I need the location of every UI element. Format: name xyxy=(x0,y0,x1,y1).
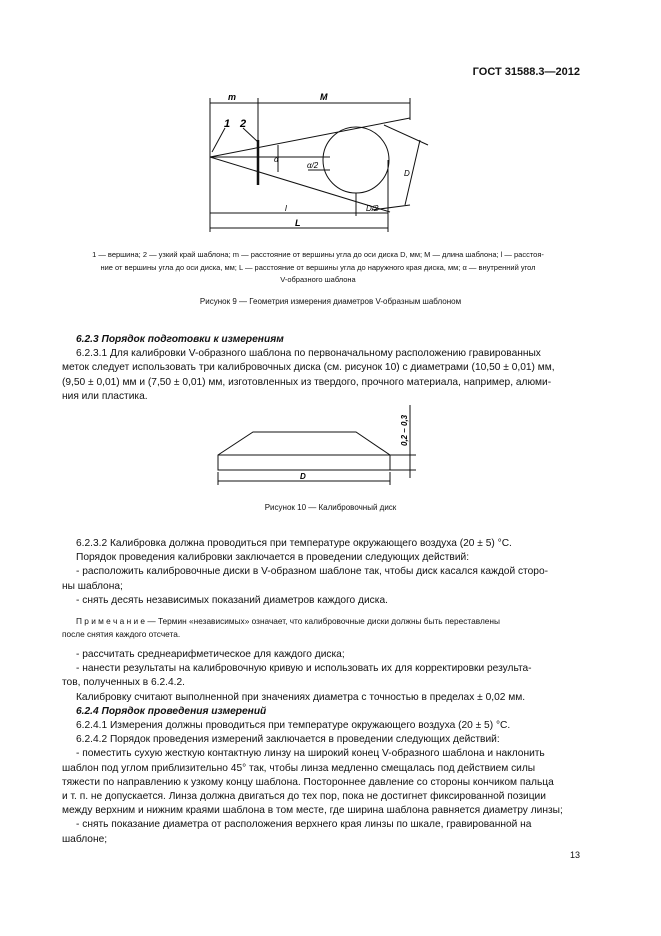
fig9-label-alpha-half: α/2 xyxy=(307,161,319,170)
fig9-label-D: D xyxy=(404,169,410,178)
fig9-label-alpha: α xyxy=(274,155,279,164)
page-number: 13 xyxy=(569,850,580,860)
note-line: после снятия каждого отсчета. xyxy=(62,629,181,639)
paragraph-line: меток следует использовать три калибровочных диска (см. рисунок 10) с диаметрами (10,50 ± 0,01) мм, xyxy=(62,362,555,374)
section-6-2-3 xyxy=(62,333,582,404)
paragraph-line: 6.2.4.2 Порядок проведения измерений заключается в проведении следующих действий: xyxy=(76,734,500,746)
note-line: П р и м е ч а н и е — Термин «независимых» означает, что калибровочные диски должны быть переставлены xyxy=(76,616,500,626)
bullet-line: - поместить сухую жесткую контактную линзу на широкий конец V-образного шаблона и наклонить xyxy=(76,748,545,760)
fig10-label-D: D xyxy=(300,472,306,481)
bullet-line: шаблоне; xyxy=(62,833,108,845)
figure-9-legend xyxy=(48,249,588,287)
legend-line: 1 — вершина; 2 — узкий край шаблона; m — расстояние от вершины угла до оси диска D, мм; M — длина шаблона; l — расстоя- xyxy=(92,250,544,259)
paragraph-line: 6.2.4.1 Измерения должны проводиться при температуре окружающего воздуха (20 ± 5) °С. xyxy=(76,720,511,732)
fig9-label-2: 2 xyxy=(240,118,247,130)
fig9-label-L: L xyxy=(295,218,301,228)
paragraph-line: (9,50 ± 0,01) мм и (7,50 ± 0,01) мм, изготовленных из твердого, прочного материала, например, алюми- xyxy=(62,376,552,388)
bullet-line: - рассчитать среднеарифметическое для каждого диска; xyxy=(76,649,345,660)
section-title: 6.2.4 Порядок проведения измерений xyxy=(76,705,267,717)
fig9-label-m: m xyxy=(228,92,237,102)
note-block xyxy=(62,615,582,641)
bullet-line: и т. п. не допускается. Линза должна двигаться до тех пор, пока не достигнет фиксированной позиции xyxy=(62,791,546,803)
paragraph-line: ния или пластика. xyxy=(62,390,148,402)
paragraph-line: 6.2.3.1 Для калибровки V-образного шаблона по первоначальному расположению гравированных xyxy=(76,348,541,360)
fig9-label-l: l xyxy=(285,204,287,213)
bullet-line: - снять показание диаметра от расположения верхнего края линзы по шкале, гравированной на xyxy=(76,819,532,831)
procedure-text xyxy=(62,648,582,847)
fig9-label-1: 1 xyxy=(224,118,231,130)
figure-9-caption: Рисунок 9 — Геометрия измерения диаметров V-образным шаблоном xyxy=(199,297,462,306)
paragraph-line: Порядок проведения калибровки заключается в проведении следующих действий: xyxy=(76,552,470,564)
legend-line: V-образного шаблона xyxy=(280,275,356,285)
fig9-label-M: M xyxy=(320,92,328,102)
calibration-text xyxy=(62,537,582,608)
bullet-line: - нанести результаты на калибровочную кривую и использовать их для корректировки результа- xyxy=(76,663,532,675)
section-title: 6.2.3 Порядок подготовки к измерениям xyxy=(76,334,284,345)
fig10-label-thickness: 0,2 – 0,3 xyxy=(400,414,409,446)
fig9-label-D-half: D/2 xyxy=(366,204,379,213)
bullet-line: шаблон под углом приблизительно 45° так, чтобы линза медленно смещалась под действием силы xyxy=(62,762,536,774)
bullet-line: - снять десять независимых показаний диаметров каждого диска. xyxy=(76,594,388,606)
paragraph-line: 6.2.3.2 Калибровка должна проводиться при температуре окружающего воздуха (20 ± 5) °С. xyxy=(76,538,512,549)
paragraph-line: Калибровку считают выполненной при значениях диаметра с точностью в пределах ± 0,02 мм. xyxy=(76,691,526,703)
bullet-line: - расположить калибровочные диски в V-образном шаблоне так, чтобы диск касался каждой сторо- xyxy=(76,566,549,578)
bullet-line: ны шаблона; xyxy=(62,580,123,592)
legend-line: ние от вершины угла до оси диска, мм; L — расстояние от вершины угла до наружного края диска, мм; α — внутренний угол xyxy=(100,262,536,272)
bullet-line: тяжести по направлению к узкому концу шаблона. Постороннее давление со стороны кончиком пальца xyxy=(62,776,554,788)
bullet-line: тов, полученных в 6.2.4.2. xyxy=(62,677,185,689)
figure-10-caption: Рисунок 10 — Калибровочный диск xyxy=(264,503,397,512)
standard-header: ГОСТ 31588.3—2012 xyxy=(472,66,580,78)
bullet-line: между верхним и нижним краями шаблона в том месте, где ширина шаблона равняется диаметру линзы; xyxy=(62,805,563,817)
